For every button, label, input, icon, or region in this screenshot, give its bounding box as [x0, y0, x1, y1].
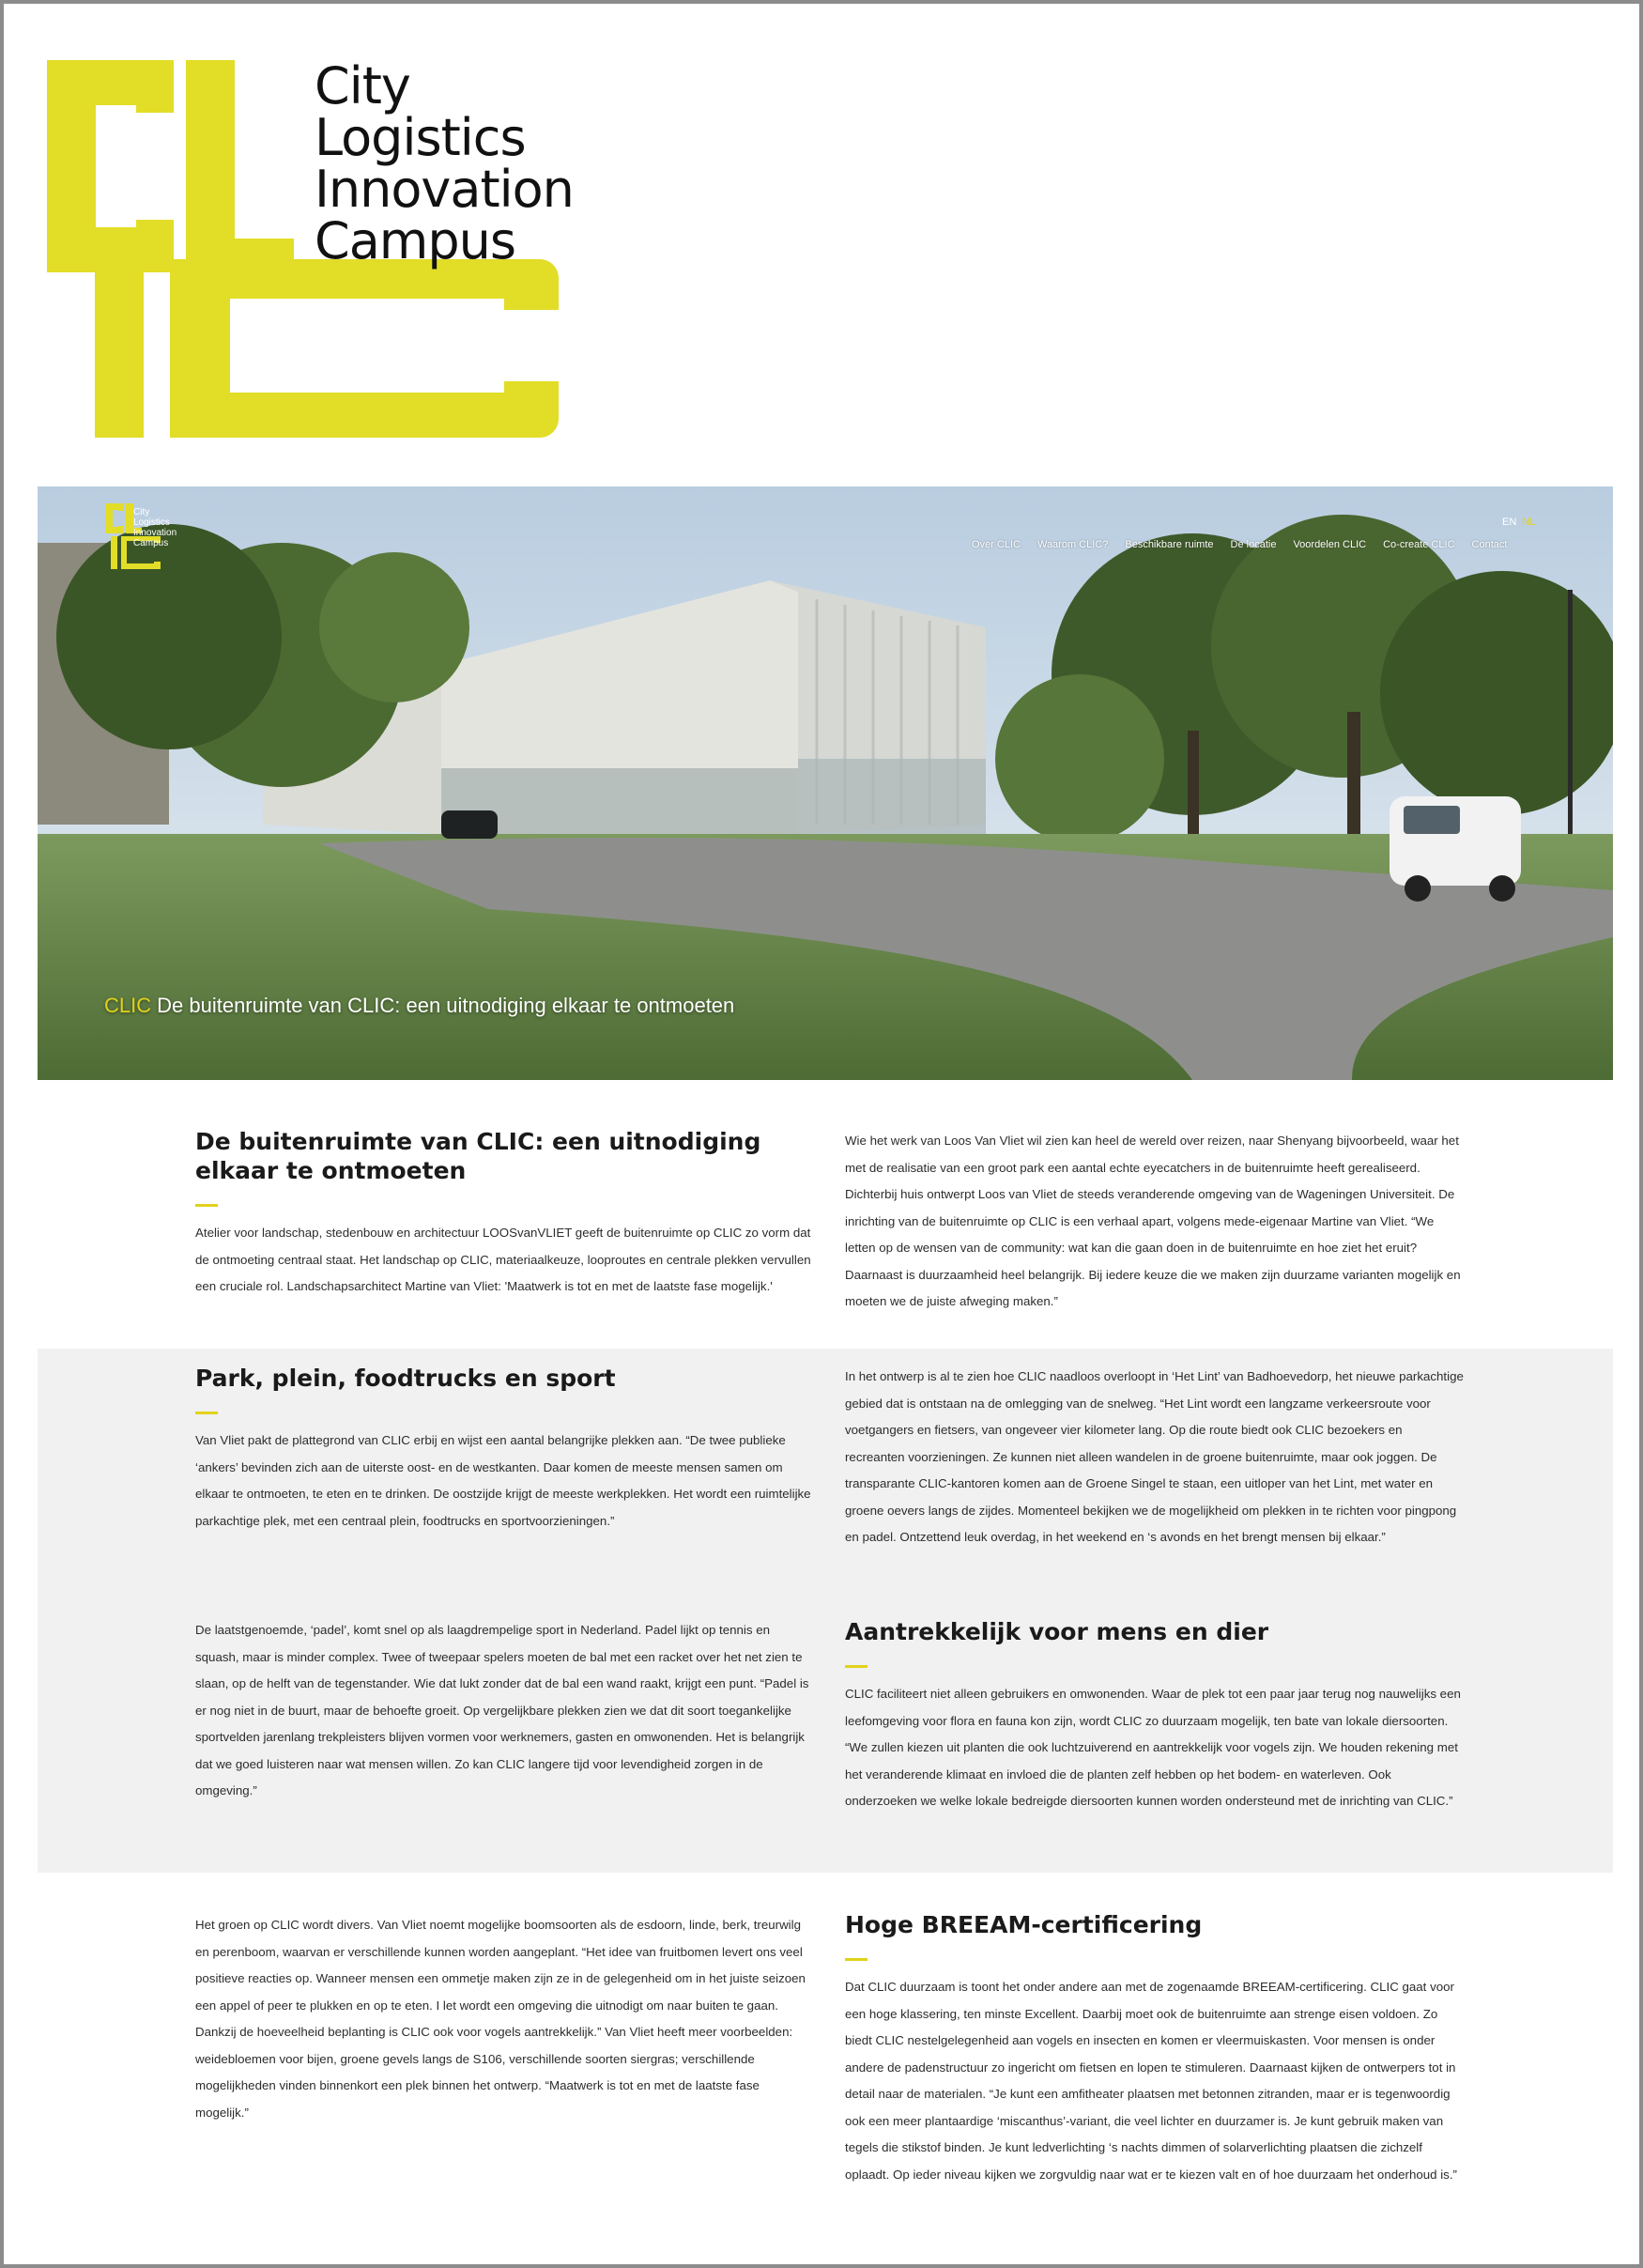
nav-item-co-create-clic[interactable]: Co-create CLIC [1383, 539, 1455, 550]
title-accent-line [845, 1665, 868, 1668]
section-paragraph: Atelier voor landschap, stedenbouw en architectuur LOOSvanVLIET geeft de buitenruimte op CLIC zo vorm dat de ontmoeting centraal staat. Het landschap op CLIC, materiaalkeuze, looproutes en centrale plekken vervullen een cruciale rol. Landschapsarchitect Martine van Vliet: 'Maatwerk is tot en met de laatste fase mogelijk.' [195, 1226, 811, 1293]
hero-logo-wordmark [133, 507, 177, 548]
article-section-mens-dier [845, 1617, 1465, 1815]
nav-item-over-clic[interactable]: Over CLIC [972, 539, 1021, 550]
section-title: De buitenruimte van CLIC: een uitnodiging elkaar te ontmoeten [195, 1128, 761, 1184]
article-section-park [195, 1364, 815, 1535]
nav-item-waarom-clic[interactable]: Waarom CLIC? [1036, 539, 1109, 550]
hero-caption-text: De buitenruimte van CLIC: een uitnodiging elkaar te ontmoeten [157, 994, 735, 1017]
nav-item-de-locatie[interactable]: De locatie [1230, 539, 1277, 550]
title-accent-line [845, 1958, 868, 1961]
title-accent-line [195, 1204, 218, 1207]
article-section-breeam [845, 1910, 1465, 2188]
section-paragraph: Dat CLIC duurzaam is toont het onder andere aan met de zogenaamde BREEAM-certificering. CLIC gaat voor een hoge klassering, ten minste Excellent. Daarbij moet ook de buitenruimte aan strenge eisen voldoen. Zo biedt CLIC nestelgelegenheid aan vogels en insecten en komen er vleermuiskasten. Voor mensen is onder andere de padenstructuur zo ingericht om fietsen en lopen te stimuleren. Daarnaast kijken de ontwerpers tot in detail naar de materialen. “Je kunt een amfitheater plaatsen met betonnen zitranden, maar er is tegenwoordig ook een meer plantaardige ‘miscanthus’-variant, die veel lichter en duurzamer is. Je kunt gebruik maken van tegels die stikstof binden. Je kunt ledverlichting ‘s nachts dimmen of solarverlichting plaatsen die zichzelf oplaadt. Op ieder niveau kijken we zorgvuldig naar wat er te kiezen valt en of hoe duurzaam het onderhoud is.” [845, 1980, 1457, 2182]
section-title: Hoge BREEAM-certificering [845, 1911, 1203, 1938]
section-paragraph: Wie het werk van Loos Van Vliet wil zien kan heel de wereld over reizen, naar Shenyang bijvoorbeeld, waar het met de realisatie van een groot park een aantal echte eyecatchers in de buitenruimte heeft gerealiseerd. Dichterbij huis ontwerpt Loos van Vliet de steeds veranderende omgeving van de Wageningen Universiteit. De inrichting van de buitenruimte op CLIC is een verhaal apart, volgens mede-eigenaar Martine van Vliet. “We letten op de wensen van de community: wat kan die gaan doen in de buitenruimte en hoe ziet het eruit? Daarnaast is duurzaamheid heel belangrijk. Bij iedere keuze die we maken zijn duurzame varianten mogelijk en moeten we de juiste afweging maken.” [845, 1134, 1461, 1308]
hero-banner [38, 486, 1613, 1080]
nav-item-contact[interactable]: Contact [1471, 539, 1508, 550]
section-paragraph: In het ontwerp is al te zien hoe CLIC naadloos overloopt in ‘Het Lint’ van Badhoevedorp, het nieuwe parkachtige gebied dat is ontstaan na de omlegging van de snelweg. “Het Lint wordt een langzame verkeersroute voor voetgangers en fietsers, van ongeveer vier kilometer lang. Op die route biedt ook CLIC bezoekers en recreanten voorzieningen. Ze kunnen niet alleen wandelen in de groene buitenruimte, maar ook joggen. De transparante CLIC-kantoren komen aan de Groene Singel te staan, een uitloper van het Lint, met water en groene oevers langs de zijdes. Momenteel bekijken we de mogelijkheid om plekken in te richten voor pingpong en padel. Ontzettend leuk overdag, in het weekend en ‘s avonds en het brengt mensen bij elkaar.” [845, 1369, 1464, 1544]
section-title: Park, plein, foodtrucks en sport [195, 1365, 616, 1392]
hero-logo-line: City [133, 507, 150, 517]
hero-logo-line: Logistics [133, 517, 170, 528]
section-title: Aantrekkelijk voor mens en dier [845, 1618, 1269, 1645]
logo-line: Campus [315, 211, 516, 270]
hero-small-logo[interactable] [103, 501, 207, 573]
hero-rendering-image [38, 486, 1613, 1080]
article-section-intro-right [845, 1128, 1465, 1316]
hero-logo-line: Campus [133, 538, 169, 548]
logo-line: City [315, 56, 410, 116]
hero-caption-brand: CLIC [104, 994, 152, 1017]
logo-line: Logistics [315, 108, 526, 167]
section-paragraph: CLIC faciliteert niet alleen gebruikers en omwonenden. Waar de plek tot een paar jaar terug nog nauwelijks een leefomgeving voor flora en fauna kon zijn, wordt CLIC zo duurzaam mogelijk, ten bate van lokale diersoorten. “We zullen kiezen uit planten die ook luchtzuiverend en aantrekkelijk voor vogels zijn. We houden rekening met het veranderende klimaat en invloed die de planten zelf hebben op het bodem- en waterleven. Ook onderzoeken we welke lokale bedreigde diersoorten kunnen worden ondersteund met de inrichting van CLIC.” [845, 1687, 1461, 1808]
section-paragraph: Het groen op CLIC wordt divers. Van Vliet noemt mogelijke boomsoorten als de esdoorn, linde, berk, treurwilg en perenboom, waarvan er verschillende kunnen worden aangeplant. “Het idee van fruitbomen levert ons veel positieve reacties op. Wanneer mensen een ommetje maken zijn ze in de gelegenheid om in het juiste seizoen een appel of peer te plukken en op te eten. I let wordt een omgeving die uitnodigt om naar buiten te gaan. Dankzij de hoeveelheid beplanting is CLIC ook voor vogels aantrekkelijk.” Van Vliet heeft meer voorbeelden: weidebloemen voor bijen, groene gevels langs de S106, verschillende soorten siergras; verschillende mogelijkheden vinden binnenkort een plek binnen het ontwerp. “Maatwerk is tot en met de laatste fase mogelijk.” [195, 1918, 806, 2120]
lang-en-link[interactable]: EN [1502, 517, 1517, 528]
nav-item-beschikbare-ruimte[interactable]: Beschikbare ruimte [1125, 539, 1214, 550]
article-section-groen [195, 1912, 815, 2126]
title-accent-line [195, 1412, 218, 1414]
lang-nl-link[interactable]: NL [1522, 517, 1536, 528]
article-section-padel [195, 1617, 815, 1805]
article-section-park-right [845, 1364, 1465, 1551]
clic-logo[interactable] [38, 38, 574, 451]
section-paragraph: Van Vliet pakt de plattegrond van CLIC erbij en wijst een aantal belangrijke plekken aan. “De twee publieke ‘ankers’ bevinden zich aan de uiterste oost- en de westkanten. Daar komen de meeste mensen samen om elkaar te ontmoeten, te eten en te drinken. De oostzijde krijgt de meeste werkplekken. Het wordt een ruimtelijke parkachtige plek, met een centraal plein, foodtrucks en sportvoorzieningen.” [195, 1433, 811, 1528]
logo-line: Innovation [315, 160, 574, 219]
article-section-intro [195, 1127, 815, 1301]
logo-wordmark [315, 56, 574, 270]
section-paragraph: De laatstgenoemde, ‘padel’, komt snel op als laagdrempelige sport in Nederland. Padel lijkt op tennis en squash, maar is minder complex. Twee of tweepaar spelers moeten de bal met een racket over het net zien te slaan, op de helft van de tegenstander. Wie dat lukt zonder dat de bal een wand raakt, krijgt een punt. “Padel is er nog niet in de buurt, maar de behoefte groeit. Op vergelijkbare plekken zien we dat dit soort toegankelijke sportvelden jarenlang trekpleisters blijven vormen voor werknemers, gasten en omwonenden. Het is belangrijk dat we goed luisteren naar wat mensen willen. Zo kan CLIC langere tijd voor levendigheid zorgen in de omgeving.” [195, 1623, 809, 1797]
hero-logo-line: Innovation [133, 528, 177, 538]
language-switch [1502, 517, 1535, 528]
hero-caption [104, 994, 734, 1018]
main-nav [972, 539, 1507, 550]
nav-item-voordelen-clic[interactable]: Voordelen CLIC [1293, 539, 1367, 550]
